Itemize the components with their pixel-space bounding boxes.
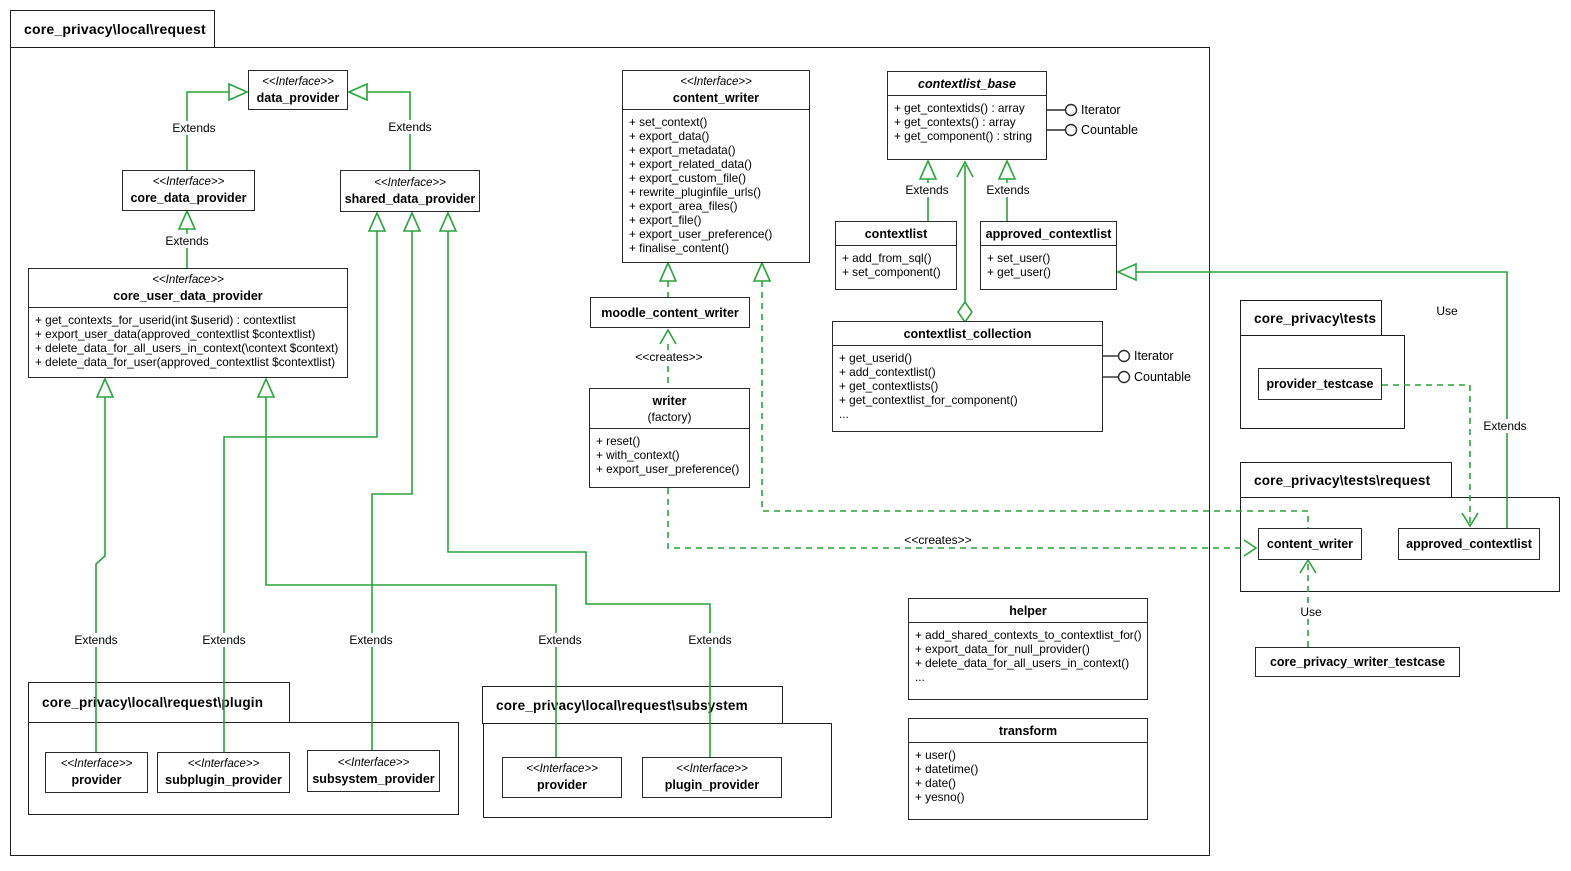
class-name: content_writer	[672, 91, 760, 105]
method: + add_contextlist()	[839, 365, 936, 379]
class-content-writer	[622, 70, 810, 263]
method: + delete_data_for_all_users_in_context()	[915, 656, 1130, 670]
class-data-provider	[248, 70, 348, 110]
class-core-data-provider	[122, 170, 255, 211]
class-contextlist-collection	[832, 321, 1103, 432]
method: + export_area_files()	[629, 199, 738, 213]
edge-subsystem-provider-extends-core-user-data-provider	[258, 379, 556, 757]
extends-label: Extends	[535, 633, 584, 647]
class-contextlist-base	[887, 71, 1047, 160]
package-plugin-title: core_privacy\local\request\plugin	[42, 695, 264, 710]
method: + export_related_data()	[629, 157, 752, 171]
class-name: approved_contextlist	[985, 227, 1112, 241]
method: + get_contexts_for_userid(int $userid) : contextlist	[35, 313, 296, 327]
extends-label: Extends	[169, 121, 218, 135]
class-name: helper	[1009, 604, 1047, 618]
method: + export_metadata()	[629, 143, 736, 157]
class-core-privacy-writer-testcase	[1255, 647, 1460, 677]
stereotype-interface: <<Interface>>	[337, 756, 410, 769]
stereotype-interface: <<Interface>>	[262, 75, 334, 88]
edge-moodle-content-writer-implements-content-writer	[660, 263, 676, 297]
method: + set_context()	[629, 115, 708, 129]
stereotype-interface: <<Interface>>	[60, 758, 133, 770]
method: + delete_data_for_all_users_in_context(\context $context)	[35, 341, 339, 355]
method: + datetime()	[915, 762, 979, 776]
method: ...	[915, 670, 925, 684]
class-name: moodle_content_writer	[601, 305, 739, 320]
edge-contextlist-collection-aggregates-contextlist-base	[957, 162, 973, 322]
class-plugin-subsystem-provider	[307, 750, 440, 792]
iterator-interface-label: Iterator	[1134, 349, 1174, 363]
package-tests-request-title: core_privacy\tests\request	[1254, 472, 1431, 488]
method: + with_context()	[596, 448, 680, 462]
class-name: subsystem_provider	[312, 771, 435, 786]
class-contextlist	[835, 221, 957, 290]
iterator-interface-label: Iterator	[1081, 103, 1121, 117]
method: + finalise_content()	[629, 241, 730, 255]
class-shared-data-provider	[340, 170, 480, 212]
method: + export_user_preference()	[629, 227, 773, 241]
stereotype-interface: <<Interface>>	[680, 76, 752, 88]
stereotype-interface: <<Interface>>	[152, 176, 225, 188]
class-tests-approved-contextlist	[1398, 528, 1540, 560]
method: + add_shared_contexts_to_contextlist_for()	[915, 628, 1142, 642]
class-name: shared_data_provider	[344, 191, 476, 206]
method: + get_contextids() : array	[894, 101, 1025, 115]
class-subtitle: (factory)	[647, 410, 692, 424]
method: + set_user()	[987, 251, 1051, 265]
extends-label: Extends	[346, 633, 395, 647]
extends-label: Extends	[385, 120, 434, 134]
method: + set_component()	[842, 265, 941, 279]
method: + export_user_preference()	[596, 462, 740, 476]
extends-label: Extends	[199, 633, 248, 647]
edge-writer-testcase-uses-tests-content-writer	[1300, 560, 1316, 647]
class-name: writer	[652, 394, 687, 408]
extends-label: Extends	[983, 183, 1032, 197]
extends-label: Extends	[162, 234, 211, 248]
class-name: contextlist	[864, 227, 928, 241]
class-plugin-provider	[45, 752, 148, 793]
package-tests-title: core_privacy\tests	[1254, 310, 1377, 326]
method: + add_from_sql()	[842, 251, 932, 265]
class-name: contextlist_collection	[903, 327, 1032, 341]
method: + export_file()	[629, 213, 702, 227]
extends-label: Extends	[1480, 419, 1529, 433]
class-moodle-content-writer	[590, 297, 750, 328]
edge-provider-testcase-extends-tests-approved-contextlist	[1382, 385, 1478, 526]
class-helper	[908, 598, 1148, 700]
use-label: Use	[1297, 605, 1324, 619]
method: + get_contextlist_for_component()	[839, 393, 1018, 407]
class-name: provider	[536, 778, 587, 792]
method: ...	[839, 407, 849, 421]
lollipop-contextlist-collection-iterator	[1103, 351, 1130, 362]
class-name: transform	[998, 724, 1058, 738]
method: + yesno()	[915, 790, 965, 804]
class-name: subplugin_provider	[165, 773, 282, 787]
method: + export_data()	[629, 129, 710, 143]
stereotype-interface: <<Interface>>	[152, 274, 224, 286]
extends-label: Extends	[685, 633, 734, 647]
package-main-title: core_privacy\local\request	[24, 21, 206, 37]
method: + delete_data_for_user(approved_contextlist $contextlist)	[35, 355, 336, 369]
extends-label: Extends	[71, 633, 120, 647]
stereotype-interface: <<Interface>>	[374, 176, 446, 189]
class-name: contextlist_base	[918, 77, 1016, 91]
method: + get_contexts() : array	[894, 115, 1016, 129]
class-transform	[908, 718, 1148, 820]
class-tests-content-writer	[1258, 528, 1362, 560]
lollipop-contextlist-base-countable	[1047, 125, 1077, 136]
stereotype-interface: <<Interface>>	[187, 758, 260, 770]
lollipop-contextlist-base-iterator	[1047, 105, 1077, 116]
edge-plugin-provider-extends-core-user-data-provider	[96, 379, 113, 752]
method: + export_user_data(approved_contextlist $contextlist)	[35, 327, 316, 341]
method: + reset()	[596, 434, 641, 448]
class-name: core_data_provider	[130, 191, 247, 205]
extends-label: Extends	[902, 183, 951, 197]
class-plugin-subplugin-provider	[157, 752, 290, 793]
stereotype-interface: <<Interface>>	[526, 763, 598, 775]
package-subsystem-title: core_privacy\local\request\subsystem	[496, 697, 748, 713]
class-writer	[589, 388, 750, 488]
class-subsystem-plugin-provider	[642, 757, 782, 798]
method: + export_data_for_null_provider()	[915, 642, 1090, 656]
method: + rewrite_pluginfile_urls()	[629, 185, 762, 199]
class-name: core_privacy_writer_testcase	[1269, 655, 1446, 669]
method: + get_user()	[987, 265, 1051, 279]
class-approved-contextlist	[980, 221, 1117, 290]
creates-label: <<creates>>	[901, 533, 974, 547]
class-name: content_writer	[1266, 537, 1354, 551]
class-name: plugin_provider	[664, 778, 760, 792]
use-label: Use	[1433, 304, 1460, 318]
class-subsystem-provider	[502, 757, 622, 798]
class-name: approved_contextlist	[1406, 537, 1532, 551]
countable-interface-label: Countable	[1134, 370, 1191, 384]
class-name: provider	[71, 773, 122, 787]
method: + export_custom_file()	[629, 171, 747, 185]
class-provider-testcase	[1258, 368, 1382, 400]
stereotype-interface: <<Interface>>	[676, 763, 748, 775]
lollipop-contextlist-collection-countable	[1103, 372, 1130, 383]
countable-interface-label: Countable	[1081, 123, 1138, 137]
class-name: core_user_data_provider	[113, 289, 263, 303]
method: + get_userid()	[839, 351, 913, 365]
edge-subsystem-provider-if-extends-shared-data-provider	[372, 213, 420, 750]
method: + get_component() : string	[894, 129, 1033, 143]
creates-label: <<creates>>	[632, 350, 705, 364]
method: + get_contextlists()	[839, 379, 939, 393]
class-name: provider_testcase	[1266, 377, 1374, 391]
method: + user()	[915, 748, 956, 762]
class-core-user-data-provider	[28, 268, 348, 378]
method: + date()	[915, 776, 956, 790]
class-name: data_provider	[256, 90, 340, 105]
